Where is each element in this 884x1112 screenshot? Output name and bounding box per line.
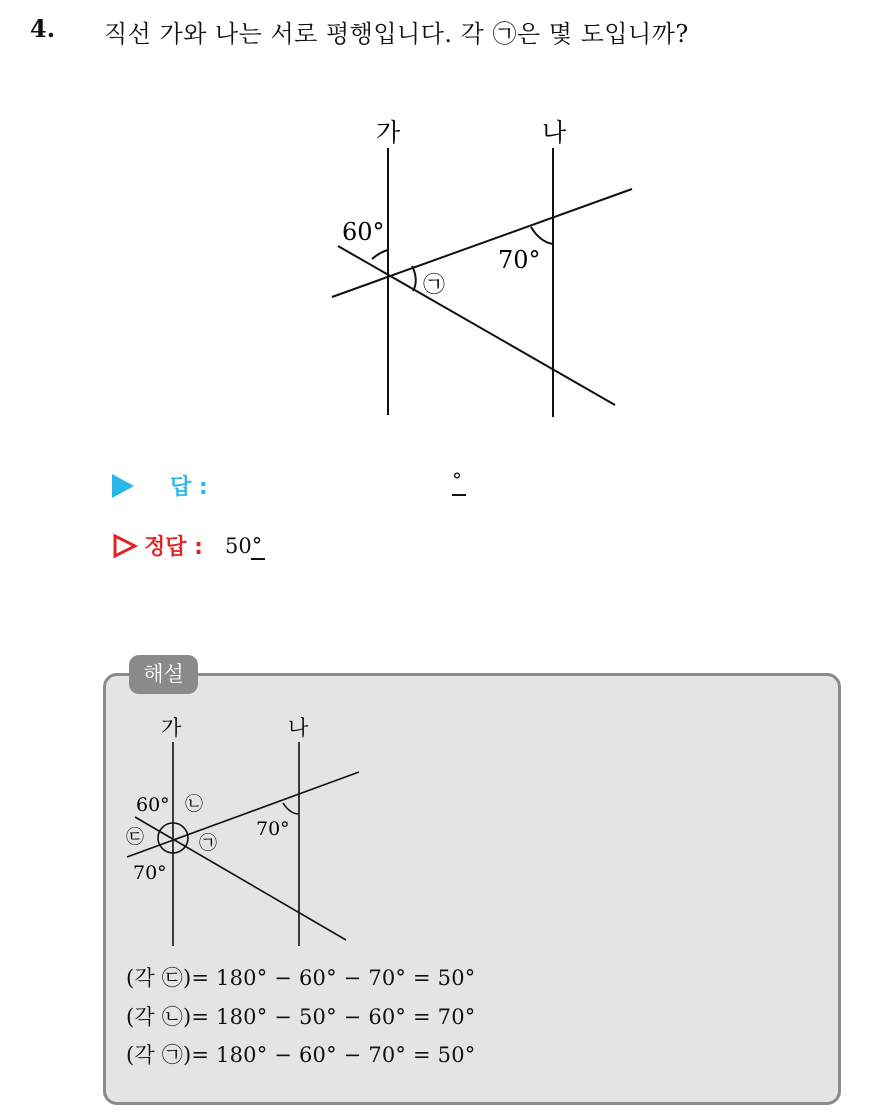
answer-label: 답 : — [170, 475, 208, 500]
sol-label-line-b: 나 — [288, 716, 309, 740]
question-number: 4. — [30, 14, 56, 43]
correct-label: 정답 : — [144, 535, 203, 560]
label-angle-60: 60° — [342, 218, 385, 246]
answer-unit: ° — [452, 468, 462, 492]
correct-value: 50° — [225, 534, 262, 558]
sol-label-60: 60° — [136, 794, 170, 816]
sol-mark-a: ㉠ — [199, 833, 217, 854]
sol-label-70-left: 70° — [133, 862, 167, 884]
sol-arc-70 — [283, 803, 299, 814]
solution-tab: 해설 — [129, 655, 198, 694]
solution-equation-3: (각 ㉠)= 180° − 60° − 70° = 50° — [126, 1043, 476, 1067]
sol-label-line-a: 가 — [161, 716, 182, 740]
label-line-a: 가 — [376, 118, 401, 147]
sol-mark-c: ㉢ — [126, 827, 144, 848]
label-line-b: 나 — [542, 118, 567, 147]
sol-label-70-right: 70° — [256, 818, 290, 840]
solution-equation-1: (각 ㉢)= 180° − 60° − 70° = 50° — [126, 966, 476, 990]
solution-equation-2: (각 ㉡)= 180° − 50° − 60° = 70° — [126, 1005, 476, 1029]
question-text: 직선 가와 나는 서로 평행입니다. 각 ㉠은 몇 도입니까? — [104, 20, 689, 48]
sol-mark-b: ㉡ — [185, 794, 203, 815]
label-angle-70: 70° — [498, 246, 541, 274]
label-angle-target: ㉠ — [423, 273, 446, 298]
